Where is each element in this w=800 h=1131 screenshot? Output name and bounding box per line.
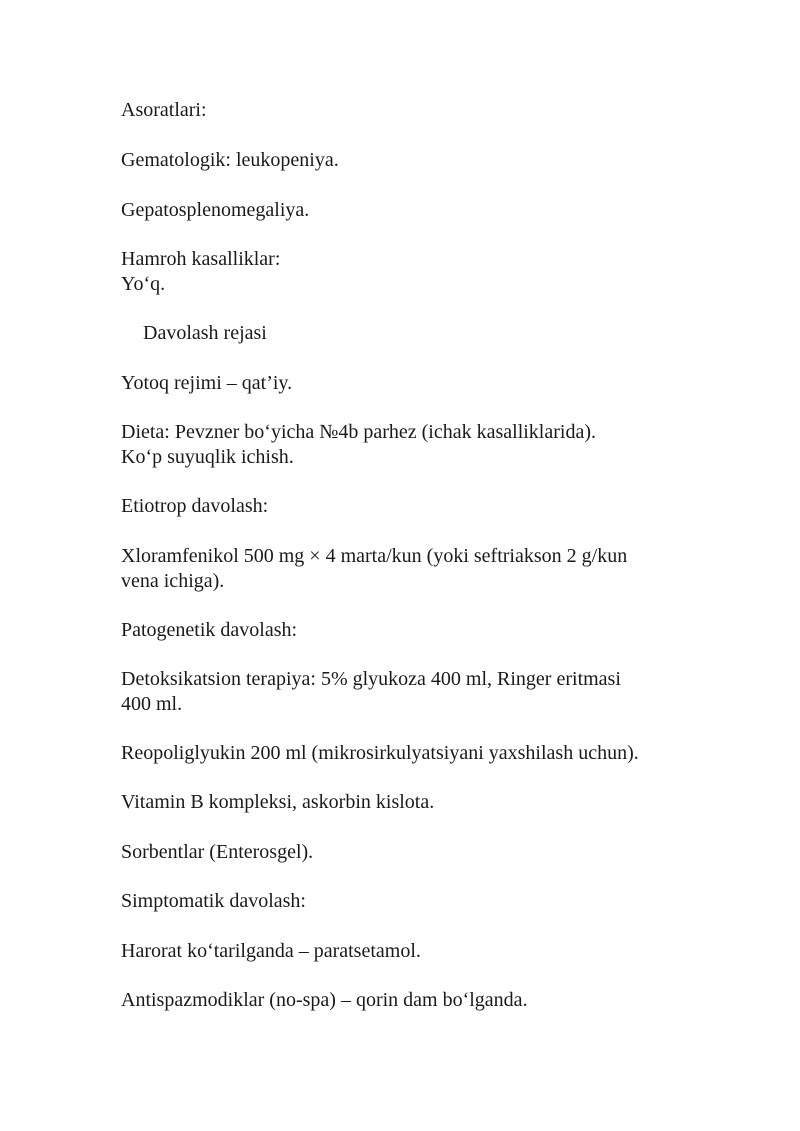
complication-hematologic: Gematologik: leukopeniya.: [121, 149, 339, 171]
reopoliglyukin-line: Reopoliglyukin 200 ml (mikrosirkulyatsiyani yaxshilash uchun).: [121, 742, 639, 764]
etiotropic-line-2: vena ichiga).: [121, 570, 225, 592]
pathogenetic-heading: Patogenetik davolash:: [121, 619, 298, 641]
vitamins-line: Vitamin B kompleksi, askorbin kislota.: [121, 791, 435, 813]
antispasmodics-line: Antispazmodiklar (no-spa) – qorin dam bo‘lganda.: [121, 989, 528, 1011]
sorbents-line: Sorbentlar (Enterosgel).: [121, 841, 314, 863]
comorbid-heading: Hamroh kasalliklar:: [121, 248, 281, 270]
detox-line-2: 400 ml.: [121, 693, 183, 715]
bed-rest-line: Yotoq rejimi – qat’iy.: [121, 372, 293, 394]
diet-fluids-line: Ko‘p suyuqlik ichish.: [121, 446, 294, 468]
symptomatic-heading: Simptomatik davolash:: [121, 890, 306, 912]
treatment-plan-title: Davolash rejasi: [143, 322, 267, 344]
etiotropic-heading: Etiotrop davolash:: [121, 495, 269, 517]
detox-line-1: Detoksikatsion terapiya: 5% glyukoza 400 ml, Ringer eritmasi: [121, 668, 621, 690]
complications-heading: Asoratlari:: [121, 99, 207, 121]
etiotropic-line-1: Xloramfenikol 500 mg × 4 marta/kun (yoki seftriakson 2 g/kun: [121, 545, 628, 567]
fever-line: Harorat ko‘tarilganda – paratsetamol.: [121, 940, 421, 962]
diet-line: Dieta: Pevzner bo‘yicha №4b parhez (ichak kasalliklarida).: [121, 421, 596, 443]
complication-hepatosplenomegaly: Gepatosplenomegaliya.: [121, 199, 310, 221]
comorbid-value: Yo‘q.: [121, 273, 166, 295]
